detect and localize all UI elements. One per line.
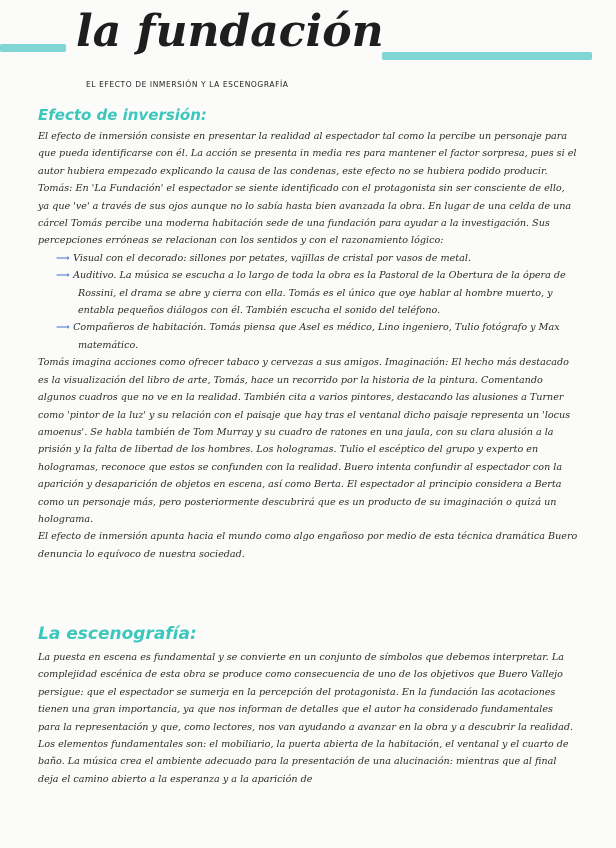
bullet-visual: ⟶ Visual con el decorado: sillones por petates, vajillas de cristal por vasos de metal. <box>56 252 471 264</box>
immersion-closing: El efecto de inmersión apunta hacia el mundo como algo engañoso por medio de esta técnica dramática Buero denuncia lo equívoco de nuestra sociedad. <box>38 531 578 560</box>
title-highlight-right <box>382 52 592 60</box>
immersion-intro: El efecto de inmersión consiste en presentar la realidad al espectador tal como la percibe un personaje para que pueda identificarse con él. La acción se presenta in media res para mantener el factor sorpresa, pues si el autor hubiera empezado explicando la causa de las condenas, este efecto no se hubiera podido producir. Tomás: En 'La Fundación' el espectador se siente identificado con el protagonista sin ser consciente de ello, ya que 've' a través de sus ojos aunque no lo sabía hasta bien avanzada la obra. En lugar de una celda de una cárcel Tomás percibe una moderna habitación sede de una fundación para ayudar a la investigación. Sus percepciones erróneas se relacionan con los sentidos y con el razonamiento lógico: <box>38 131 577 247</box>
arrow-icon: ⟶ <box>56 322 74 334</box>
section-heading-immersion: Efecto de inversión: <box>38 106 207 124</box>
bullet-auditory: ⟶ Auditivo. La música se escucha a lo largo de toda la obra es la Pastoral de la Obertura de la ópera de Rossini, el drama se abre y cierra con ella. Tomás es el único que oye hablar al hombre muerto, y entabla pequeños diálogos con él. También escucha el sonido del teléfono. <box>56 270 566 317</box>
arrow-icon: ⟶ <box>56 270 74 282</box>
title-highlight-left <box>0 44 66 52</box>
section-heading-scenography: La escenografía: <box>38 624 197 644</box>
bullet-companions: ⟶ Compañeros de habitación. Tomás piensa que Asel es médico, Lino ingeniero, Tulio fotógrafo y Max matemático. <box>56 322 560 351</box>
page-title: la fundación <box>76 6 384 57</box>
immersion-body: Tomás imagina acciones como ofrecer tabaco y cervezas a sus amigos. Imaginación: El hecho más destacado es la visualización del libro de arte, Tomás, hace un recorrido por la historia de la pintura. Comentando algunos cuadros que no ve en la realidad. También cita a varios pintores, destacando las alusiones a Turner como 'pintor de la luz' y su relación con el paisaje que hay tras el ventanal dicho paisaje representa un 'locus amoenus'. Se habla también de Tom Murray y su cuadro de ratones en una jaula, con su clara alusión a la prisión y la falta de libertad de los hombres. Los hologramas. Tulio el escéptico del grupo y experto en hologramas, reconoce que estos se confunden con la realidad. Buero intenta confundir al espectador con la aparición y desaparición de objetos en escena, así como Berta. El espectador al principio considera a Berta como un personaje más, pero posteriormente descubrirá que es un producto de su imaginación o quizá un holograma. <box>38 357 571 525</box>
page-subtitle: EL EFECTO DE INMERSIÓN Y LA ESCENOGRAFÍA <box>86 80 289 89</box>
arrow-icon: ⟶ <box>56 252 74 264</box>
section-scenography-text <box>38 649 578 788</box>
scenography-body: La puesta en escena es fundamental y se convierte en un conjunto de símbolos que debemos interpretar. La complejidad escénica de esta obra se produce como consecuencia de uno de los objetivos que Buero Vallejo persigue: que el espectador se sumerja en la percepción del protagonista. En la fundación las acotaciones tienen una gran importancia, ya que nos informan de detalles que el autor ha considerado fundamentales para la representación y que, como lectores, nos van ayudando a avanzar en la obra y a descubrir la realidad. Los elementos fundamentales son: el mobiliario, la puerta abierta de la habitación, el ventanal y el cuarto de baño. La música crea el ambiente adecuado para la presentación de una alucinación: mientras que al final deja el camino abierto a la esperanza y a la aparición de <box>38 652 574 785</box>
section-immersion-text <box>38 128 578 563</box>
